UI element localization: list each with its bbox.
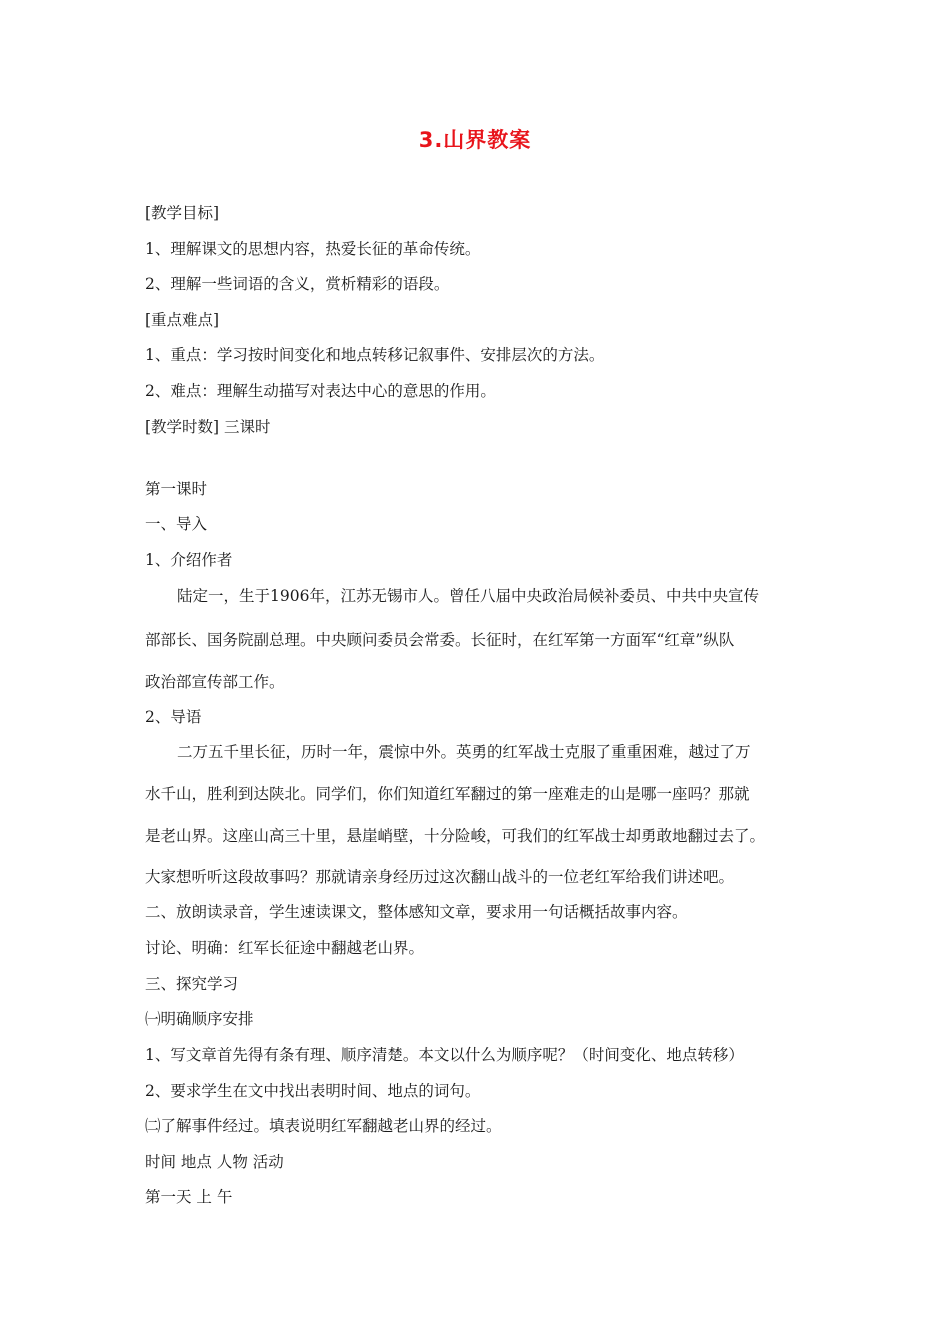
goal-item-1: 1、理解课文的思想内容，热爱长征的革命传统。 (145, 240, 481, 258)
key-point-item-1: 1、重点：学习按时间变化和地点转移记叙事件、安排层次的方法。 (145, 346, 605, 364)
table-header-row: 时间 地点 人物 活动 (145, 1153, 284, 1171)
paragraph-line: 水千山，胜利到达陕北。同学们，你们知道红军翻过的第一座难走的山是哪一座吗？那就 (145, 785, 750, 803)
subpart-heading-order: ㈠明确顺序安排 (145, 1010, 254, 1028)
subpart-heading-events: ㈡了解事件经过。填表说明红军翻越老山界的经过。 (145, 1117, 502, 1135)
part-heading-intro: 一、导入 (145, 515, 208, 533)
subheading-author: 1、介绍作者 (145, 551, 233, 569)
section-heading-teaching-goals: [教学目标] (145, 204, 220, 222)
lesson-heading: 第一课时 (145, 480, 208, 498)
paragraph-line: 陆定一，生于1906年，江苏无锡市人。曾任八届中央政治局候补委员、中共中央宣传 (177, 587, 759, 605)
part-heading-reading: 二、放朗读录音，学生速读课文，整体感知文章，要求用一句话概括故事内容。 (145, 903, 688, 921)
table-row: 第一天 上 午 (145, 1188, 233, 1206)
subheading-lead-in: 2、导语 (145, 708, 202, 726)
paragraph-line: 部部长、国务院副总理。中央顾问委员会常委。长征时，在红军第一方面军“红章”纵队 (145, 631, 735, 649)
section-heading-key-points: [重点难点] (145, 311, 220, 329)
inquiry-item-1: 1、写文章首先得有条有理、顺序清楚。本文以什么为顺序呢？（时间变化、地点转移） (145, 1046, 744, 1064)
paragraph-line: 是老山界。这座山高三十里，悬崖峭壁，十分险峻，可我们的红军战士却勇敢地翻过去了。 (145, 827, 766, 845)
discussion-line: 讨论、明确：红军长征途中翻越老山界。 (145, 939, 425, 957)
inquiry-item-2: 2、要求学生在文中找出表明时间、地点的词句。 (145, 1082, 481, 1100)
document-title: 3.山界教案 (418, 128, 532, 152)
paragraph-line: 政治部宣传部工作。 (145, 673, 285, 691)
goal-item-2: 2、理解一些词语的含义，赏析精彩的语段。 (145, 275, 450, 293)
paragraph-line: 大家想听听这段故事吗？那就请亲身经历过这次翻山战斗的一位老红军给我们讲述吧。 (145, 868, 735, 886)
part-heading-inquiry: 三、探究学习 (145, 975, 239, 993)
paragraph-line: 二万五千里长征，历时一年，震惊中外。英勇的红军战士克服了重重困难，越过了万 (177, 743, 751, 761)
section-heading-class-hours: [教学时数] 三课时 (145, 418, 271, 436)
key-point-item-2: 2、难点：理解生动描写对表达中心的意思的作用。 (145, 382, 496, 400)
